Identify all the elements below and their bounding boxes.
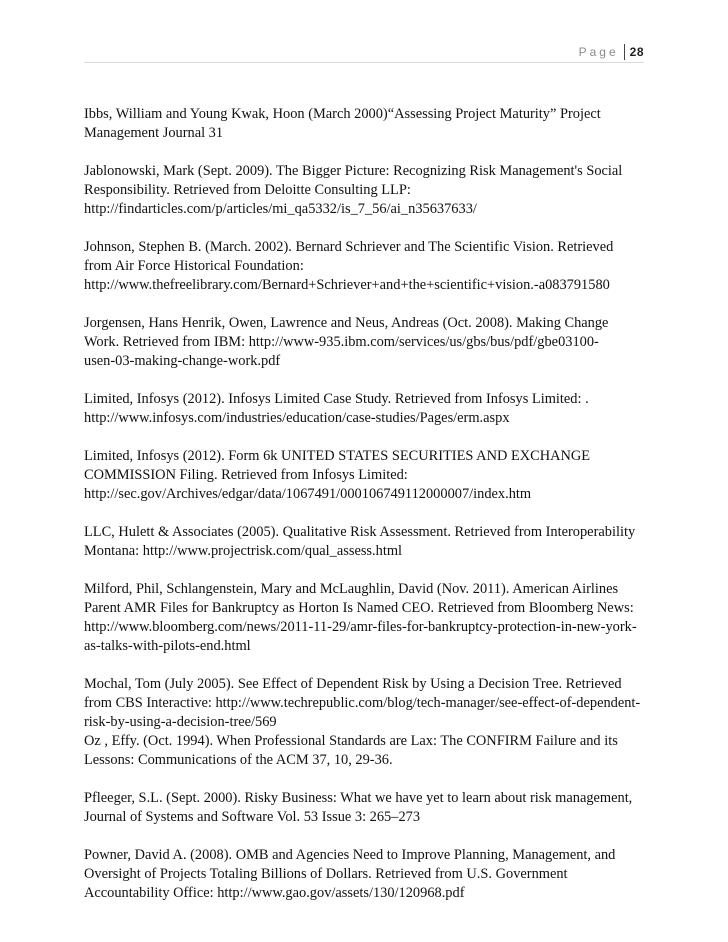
reference-entry xyxy=(84,732,650,770)
reference-line: Oversight of Projects Totaling Billions of Dollars. Retrieved from U.S. Government xyxy=(84,866,568,882)
reference-line: Parent AMR Files for Bankruptcy as Horton Is Named CEO. Retrieved from Bloomberg News: xyxy=(84,600,634,616)
page-header xyxy=(579,42,644,62)
reference-line: COMMISSION Filing. Retrieved from Infosys Limited: xyxy=(84,467,408,483)
page-label: Page xyxy=(578,45,619,59)
reference-line: Lessons: Communications of the ACM 37, 10, 29-36. xyxy=(84,752,393,768)
reference-line: http://www.infosys.com/industries/education/case-studies/Pages/erm.aspx xyxy=(84,410,510,426)
header-rule xyxy=(84,62,644,63)
reference-line: risk-by-using-a-decision-tree/569 xyxy=(84,714,277,730)
reference-line: Limited, Infosys (2012). Infosys Limited Case Study. Retrieved from Infosys Limited: . xyxy=(84,391,589,407)
reference-entry xyxy=(84,162,650,219)
reference-line: Jablonowski, Mark (Sept. 2009). The Bigger Picture: Recognizing Risk Management's Social xyxy=(84,163,623,179)
reference-line: usen-03-making-change-work.pdf xyxy=(84,353,281,369)
reference-list xyxy=(84,105,650,922)
reference-line: Jorgensen, Hans Henrik, Owen, Lawrence and Neus, Andreas (Oct. 2008). Making Change xyxy=(84,315,609,331)
reference-line: Work. Retrieved from IBM: http://www-935.ibm.com/services/us/gbs/bus/pdf/gbe03100- xyxy=(84,334,599,350)
reference-line: Powner, David A. (2008). OMB and Agencies Need to Improve Planning, Management, and xyxy=(84,847,616,863)
reference-entry xyxy=(84,789,650,827)
reference-line: Pfleeger, S.L. (Sept. 2000). Risky Business: What we have yet to learn about risk management, xyxy=(84,790,633,806)
reference-line: Mochal, Tom (July 2005). See Effect of Dependent Risk by Using a Decision Tree. Retrieved xyxy=(84,676,622,692)
reference-line: Milford, Phil, Schlangenstein, Mary and McLaughlin, David (Nov. 2011). American Airlines xyxy=(84,581,619,597)
reference-entry xyxy=(84,314,650,371)
reference-entry xyxy=(84,105,650,143)
reference-line: Journal of Systems and Software Vol. 53 Issue 3: 265–273 xyxy=(84,809,421,825)
reference-line: http://www.bloomberg.com/news/2011-11-29/amr-files-for-bankruptcy-protection-in-new-york- xyxy=(84,619,637,635)
reference-line: Ibbs, William and Young Kwak, Hoon (March 2000)“Assessing Project Maturity” Project xyxy=(84,106,601,122)
reference-line: Responsibility. Retrieved from Deloitte Consulting LLP: xyxy=(84,182,411,198)
reference-entry xyxy=(84,390,650,428)
reference-line: Montana: http://www.projectrisk.com/qual_assess.html xyxy=(84,543,403,559)
reference-entry xyxy=(84,523,650,561)
page-number: 28 xyxy=(629,45,644,59)
reference-line: http://www.thefreelibrary.com/Bernard+Schriever+and+the+scientific+vision.-a083791580 xyxy=(84,277,610,293)
reference-line: Limited, Infosys (2012). Form 6k UNITED STATES SECURITIES AND EXCHANGE xyxy=(84,448,591,464)
reference-line: as-talks-with-pilots-end.html xyxy=(84,638,251,654)
reference-line: http://sec.gov/Archives/edgar/data/1067491/000106749112000007/index.htm xyxy=(84,486,532,502)
reference-line: Johnson, Stephen B. (March. 2002). Bernard Schriever and The Scientific Vision. Retrieved xyxy=(84,239,614,255)
reference-line: Accountability Office: http://www.gao.gov/assets/130/120968.pdf xyxy=(84,885,465,901)
reference-line: from CBS Interactive: http://www.techrepublic.com/blog/tech-manager/see-effect-of-dependent- xyxy=(84,695,641,711)
reference-entry xyxy=(84,675,650,732)
reference-line: Oz , Effy. (Oct. 1994). When Professional Standards are Lax: The CONFIRM Failure and its xyxy=(84,733,618,749)
reference-line: Management Journal 31 xyxy=(84,125,224,141)
reference-line: from Air Force Historical Foundation: xyxy=(84,258,304,274)
reference-entry xyxy=(84,846,650,903)
header-separator xyxy=(624,44,625,60)
reference-line: LLC, Hulett & Associates (2005). Qualitative Risk Assessment. Retrieved from Interoperability xyxy=(84,524,636,540)
reference-entry xyxy=(84,580,650,656)
reference-entry xyxy=(84,238,650,295)
reference-line: http://findarticles.com/p/articles/mi_qa5332/is_7_56/ai_n35637633/ xyxy=(84,201,477,217)
reference-entry xyxy=(84,447,650,504)
